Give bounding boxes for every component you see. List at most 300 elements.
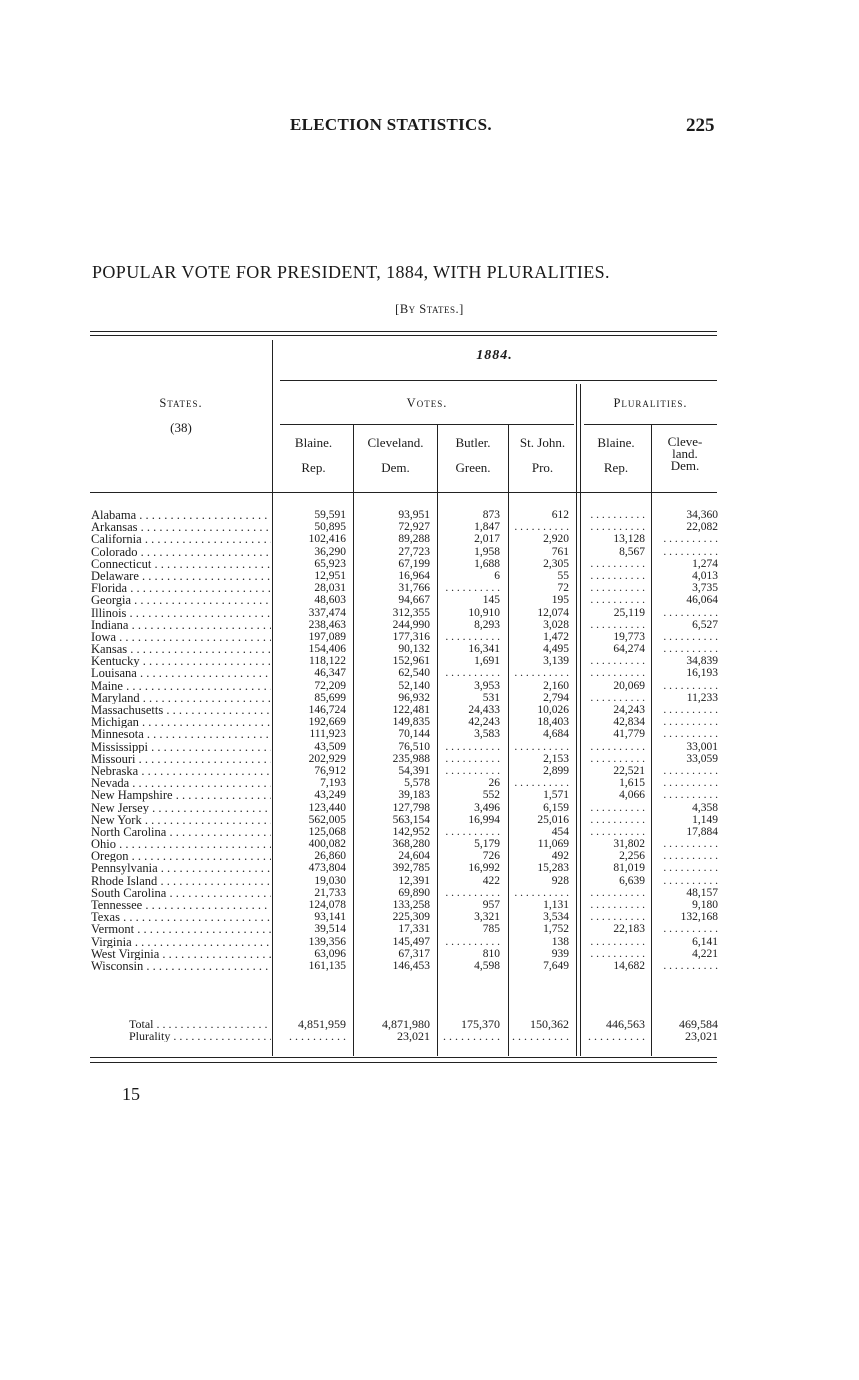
state-name: Nebraska xyxy=(91,764,139,778)
leader-dots xyxy=(116,631,271,643)
state-name: Colorado xyxy=(91,545,138,558)
col-name: Cleve-land. xyxy=(667,434,703,461)
table-cell: 34,360 xyxy=(686,509,718,521)
table-cell: 5,179 xyxy=(474,838,500,851)
state-row-label xyxy=(91,911,271,923)
table-cell: 146,453 xyxy=(392,959,430,972)
table-cell: 1,752 xyxy=(543,923,569,936)
table-cell: 43,249 xyxy=(314,789,346,802)
table-cell: . . . . . . . . . . xyxy=(590,582,645,595)
state-name: Connecticut xyxy=(91,557,152,570)
table-cell: 24,243 xyxy=(613,704,645,716)
table-cell: 27,723 xyxy=(398,545,430,558)
table-cell: 118,122 xyxy=(309,655,346,668)
table-cell: 612 xyxy=(551,509,569,521)
plurality-value: . . . . . . . . . . xyxy=(443,1030,500,1043)
state-row-label xyxy=(91,680,271,692)
state-row-label xyxy=(91,607,271,619)
values-column-butler xyxy=(438,509,500,972)
leader-dots xyxy=(136,509,271,521)
table-cell: 3,139 xyxy=(543,655,569,668)
leader-dots xyxy=(142,814,271,826)
table-cell: 64,274 xyxy=(613,643,645,656)
running-head: ELECTION STATISTICS. xyxy=(290,115,492,134)
state-row-label xyxy=(91,887,271,899)
leader-dots xyxy=(173,789,271,801)
state-row-label xyxy=(91,875,271,887)
leader-dots xyxy=(139,716,271,728)
leader-dots xyxy=(142,533,271,545)
table-cell: . . . . . . . . . . xyxy=(590,667,645,680)
table-cell: 454 xyxy=(551,825,569,838)
top-double-rule-1 xyxy=(90,331,717,332)
table-cell: 96,932 xyxy=(398,691,430,704)
table-cell: 6,159 xyxy=(543,801,569,814)
leader-dots xyxy=(170,1030,271,1042)
table-cell: 4,221 xyxy=(692,947,718,960)
col-party: Dem. xyxy=(670,458,700,473)
state-row-label xyxy=(91,558,271,570)
state-name: Tennessee xyxy=(91,899,143,912)
state-name: Illinois xyxy=(91,606,127,619)
top-double-rule-2 xyxy=(90,335,717,336)
table-cell: 11,069 xyxy=(537,838,569,851)
table-cell: . . . . . . . . . . xyxy=(590,594,645,607)
table-cell: . . . . . . . . . . xyxy=(445,667,500,680)
total-column xyxy=(354,1018,430,1042)
table-cell: . . . . . . . . . . xyxy=(514,740,569,753)
table-cell: 12,391 xyxy=(398,874,430,887)
table-cell: 16,992 xyxy=(468,862,500,875)
table-cell: . . . . . . . . . . xyxy=(590,911,645,924)
table-cell: 24,433 xyxy=(468,704,500,716)
table-cell: . . . . . . . . . . xyxy=(590,521,645,534)
state-name: Virginia xyxy=(91,935,132,948)
col-divider-4a xyxy=(576,384,577,1056)
table-cell: 7,649 xyxy=(543,959,569,972)
state-name: Delaware xyxy=(91,569,139,583)
table-cell: . . . . . . . . . . xyxy=(445,764,500,777)
state-name: Pennsylvania xyxy=(91,862,158,875)
plurality-value: . . . . . . . . . . xyxy=(289,1030,346,1043)
col-party: Pro. xyxy=(531,460,554,475)
state-name: New Jersey xyxy=(91,801,149,814)
state-row-label xyxy=(91,509,271,521)
table-cell: 26,860 xyxy=(314,850,346,863)
leader-dots xyxy=(140,692,271,704)
table-cell: 1,958 xyxy=(474,545,500,558)
table-cell: 25,016 xyxy=(537,813,569,826)
total-column xyxy=(438,1018,500,1042)
table-cell: 20,069 xyxy=(613,679,645,692)
table-cell: 6,141 xyxy=(692,935,718,948)
table-cell: 1,688 xyxy=(474,557,500,570)
table-cell: . . . . . . . . . . xyxy=(663,643,718,656)
leader-dots xyxy=(137,667,271,679)
table-cell: 93,951 xyxy=(398,509,430,521)
table-cell: 392,785 xyxy=(392,862,430,875)
table-cell: 6,639 xyxy=(619,874,645,887)
table-cell: . . . . . . . . . . xyxy=(590,813,645,826)
state-name: North Carolina xyxy=(91,825,167,839)
table-cell: 67,199 xyxy=(398,557,430,570)
total-value: 150,362 xyxy=(530,1018,569,1031)
table-cell: 225,309 xyxy=(392,911,430,924)
table-cell: 102,416 xyxy=(308,533,346,546)
table-cell: . . . . . . . . . . xyxy=(590,740,645,753)
table-cell: . . . . . . . . . . xyxy=(663,874,718,887)
table-cell: 238,463 xyxy=(308,618,346,631)
leader-dots xyxy=(166,826,271,838)
table-cell: 161,135 xyxy=(308,959,346,972)
state-name: Iowa xyxy=(91,630,116,644)
table-cell: 48,157 xyxy=(686,886,718,899)
table-cell: 21,733 xyxy=(314,886,346,899)
table-cell: 18,403 xyxy=(537,716,569,729)
table-cell: 145,497 xyxy=(392,935,430,948)
state-name: Georgia xyxy=(91,594,132,607)
state-row-label xyxy=(91,741,271,753)
state-row-label xyxy=(91,570,271,582)
total-value: 175,370 xyxy=(461,1018,500,1031)
table-cell: 531 xyxy=(482,691,500,704)
state-row-label xyxy=(91,753,271,765)
table-cell: 67,317 xyxy=(398,947,430,960)
table-cell: 123,440 xyxy=(308,801,346,814)
leader-dots xyxy=(127,582,271,594)
table-cell: 1,274 xyxy=(692,557,718,570)
table-cell: 552 xyxy=(482,789,500,802)
table-cell: 928 xyxy=(551,874,569,887)
votes-rule xyxy=(280,424,574,425)
table-cell: 17,331 xyxy=(398,923,430,936)
table-cell: 312,355 xyxy=(392,606,430,619)
table-cell: . . . . . . . . . . xyxy=(663,704,718,716)
table-cell: 28,031 xyxy=(314,582,346,595)
state-name: West Virginia xyxy=(91,947,160,960)
table-cell: 52,140 xyxy=(398,679,430,692)
table-cell: 127,798 xyxy=(392,801,430,814)
leader-dots xyxy=(142,899,271,911)
state-row-label xyxy=(91,667,271,679)
leader-dots xyxy=(123,680,271,692)
table-cell: 16,994 xyxy=(468,813,500,826)
total-column xyxy=(581,1018,645,1042)
leader-dots xyxy=(148,741,271,753)
bottom-double-rule-1 xyxy=(90,1057,717,1058)
table-cell: 3,321 xyxy=(474,911,500,924)
table-cell: 41,779 xyxy=(613,728,645,741)
table-cell: 81,019 xyxy=(613,862,645,875)
state-row-label xyxy=(91,582,271,594)
table-cell: 70,144 xyxy=(398,728,430,741)
leader-dots xyxy=(166,887,271,899)
table-cell: 726 xyxy=(482,850,500,863)
table-cell: 6 xyxy=(494,569,500,582)
table-cell: 235,988 xyxy=(392,752,430,765)
col-name: Blaine. xyxy=(294,435,333,450)
leader-dots xyxy=(128,619,271,631)
table-cell: 43,509 xyxy=(314,740,346,753)
table-cell: 16,193 xyxy=(686,667,718,680)
table-cell: . . . . . . . . . . xyxy=(663,728,718,741)
table-cell: 48,603 xyxy=(314,594,346,607)
table-cell: 46,347 xyxy=(314,667,346,680)
table-cell: 422 xyxy=(482,874,500,887)
table-cell: 46,064 xyxy=(686,594,718,607)
table-cell: 368,280 xyxy=(392,838,430,851)
table-cell: 1,149 xyxy=(692,813,718,826)
states-column xyxy=(91,509,271,972)
values-column-st-john xyxy=(509,509,569,972)
state-row-label xyxy=(91,655,271,667)
state-name: Michigan xyxy=(91,716,139,729)
table-cell: 2,017 xyxy=(474,533,500,546)
table-cell: 90,132 xyxy=(398,643,430,656)
state-name: Texas xyxy=(91,911,120,924)
table-cell: 24,604 xyxy=(398,850,430,863)
table-cell: 72 xyxy=(557,582,569,595)
table-cell: . . . . . . . . . . xyxy=(514,886,569,899)
state-name: Maine xyxy=(91,679,123,692)
table-cell: 39,514 xyxy=(314,923,346,936)
table-cell: 3,496 xyxy=(474,801,500,814)
table-cell: 1,691 xyxy=(474,655,500,668)
state-row-label xyxy=(91,899,271,911)
table-cell: . . . . . . . . . . xyxy=(590,557,645,570)
table-cell: . . . . . . . . . . xyxy=(445,752,500,765)
table-cell: . . . . . . . . . . xyxy=(445,630,500,643)
table-cell: . . . . . . . . . . xyxy=(663,838,718,851)
table-cell: 2,160 xyxy=(543,679,569,692)
leader-dots xyxy=(127,643,271,655)
table-cell: 63,096 xyxy=(314,947,346,960)
leader-dots xyxy=(116,838,271,850)
values-column-plurality-cleveland xyxy=(652,509,718,972)
leader-dots xyxy=(140,655,271,667)
state-row-label xyxy=(91,716,271,728)
table-cell: 1,571 xyxy=(543,789,569,802)
table-cell: 15,283 xyxy=(537,862,569,875)
table-cell: . . . . . . . . . . xyxy=(590,947,645,960)
table-cell: 1,615 xyxy=(619,777,645,790)
state-name: New Hampshire xyxy=(91,789,173,802)
state-name: Wisconsin xyxy=(91,959,144,973)
state-name: Nevada xyxy=(91,777,130,790)
plurality-label-row xyxy=(91,1030,271,1042)
table-cell: 2,920 xyxy=(543,533,569,546)
state-row-label xyxy=(91,862,271,874)
table-cell: 132,168 xyxy=(680,911,718,924)
leader-dots xyxy=(132,936,271,948)
table-cell: . . . . . . . . . . xyxy=(663,789,718,802)
table-cell: 3,735 xyxy=(692,582,718,595)
table-cell: 761 xyxy=(551,545,569,558)
table-cell: . . . . . . . . . . xyxy=(445,935,500,948)
state-row-label xyxy=(91,936,271,948)
col-header-cleveland xyxy=(354,436,437,475)
table-cell: . . . . . . . . . . xyxy=(663,764,718,777)
table-cell: . . . . . . . . . . xyxy=(590,752,645,765)
table-cell: . . . . . . . . . . xyxy=(514,777,569,790)
table-cell: 31,802 xyxy=(613,838,645,851)
state-name: California xyxy=(91,533,142,546)
plurality-value: 23,021 xyxy=(397,1030,430,1043)
col-party: Rep. xyxy=(603,460,629,475)
table-cell: 11,233 xyxy=(686,691,718,704)
table-cell: 3,534 xyxy=(543,911,569,924)
table-cell: 4,684 xyxy=(543,728,569,741)
table-cell: 34,839 xyxy=(686,655,718,668)
table-cell: 50,895 xyxy=(314,521,346,534)
table-cell: . . . . . . . . . . xyxy=(663,630,718,643)
col-party: Rep. xyxy=(301,460,326,475)
table-cell: 2,794 xyxy=(543,691,569,704)
total-column xyxy=(509,1018,569,1042)
table-cell: 42,243 xyxy=(468,716,500,729)
table-cell: . . . . . . . . . . xyxy=(663,862,718,875)
table-cell: . . . . . . . . . . xyxy=(445,582,500,595)
table-cell: 5,578 xyxy=(404,777,430,790)
plurality-value: . . . . . . . . . . xyxy=(512,1030,569,1043)
table-cell: 16,964 xyxy=(398,569,430,582)
table-cell: 25,119 xyxy=(613,606,645,619)
state-row-label xyxy=(91,631,271,643)
bottom-double-rule-2 xyxy=(90,1062,717,1063)
table-cell: 12,951 xyxy=(314,569,346,582)
table-cell: . . . . . . . . . . xyxy=(445,740,500,753)
leader-dots xyxy=(126,607,271,619)
state-name: Arkansas xyxy=(91,521,138,534)
table-cell: 89,288 xyxy=(398,533,430,546)
table-cell: . . . . . . . . . . xyxy=(663,923,718,936)
table-cell: 122,481 xyxy=(392,704,430,716)
table-cell: 563,154 xyxy=(392,813,430,826)
states-count: (38) xyxy=(170,420,192,435)
values-column-cleveland xyxy=(354,509,430,972)
table-cell: 195 xyxy=(551,594,569,607)
state-row-label xyxy=(91,619,271,631)
table-cell: 8,567 xyxy=(619,545,645,558)
table-cell: 1,131 xyxy=(543,899,569,911)
table-cell: 31,766 xyxy=(398,582,430,595)
state-row-label xyxy=(91,802,271,814)
table-cell: 177,316 xyxy=(392,630,430,643)
state-row-label xyxy=(91,826,271,838)
table-cell: 154,406 xyxy=(308,643,346,656)
table-cell: 36,290 xyxy=(314,545,346,558)
state-row-label xyxy=(91,948,271,960)
leader-dots xyxy=(144,728,271,740)
state-row-label xyxy=(91,814,271,826)
table-cell: . . . . . . . . . . xyxy=(590,825,645,838)
table-cell: 13,128 xyxy=(613,533,645,546)
table-cell: 957 xyxy=(482,899,500,911)
col-header-plurality-cleveland xyxy=(652,436,718,472)
table-cell: 26 xyxy=(488,777,500,790)
table-cell: 4,013 xyxy=(692,569,718,582)
subtitle: [By States.] xyxy=(395,302,464,316)
col-header-blaine xyxy=(274,436,353,475)
totals-labels xyxy=(91,1018,271,1042)
table-cell: 76,912 xyxy=(314,764,346,777)
table-cell: 19,773 xyxy=(613,630,645,643)
state-row-label xyxy=(91,765,271,777)
table-cell: . . . . . . . . . . xyxy=(663,533,718,546)
table-cell: 192,669 xyxy=(308,716,346,729)
table-cell: 145 xyxy=(482,594,500,607)
table-cell: 202,929 xyxy=(308,752,346,765)
table-cell: 6,527 xyxy=(692,618,718,631)
table-cell: . . . . . . . . . . xyxy=(663,777,718,790)
plurality-value: 23,021 xyxy=(685,1030,718,1043)
state-name: Rhode Island xyxy=(91,874,158,887)
total-column xyxy=(652,1018,718,1042)
leader-dots xyxy=(149,802,271,814)
table-cell: 69,890 xyxy=(398,886,430,899)
table-cell: . . . . . . . . . . xyxy=(590,509,645,521)
table-cell: . . . . . . . . . . xyxy=(663,545,718,558)
state-name: Vermont xyxy=(91,923,135,936)
state-name: Florida xyxy=(91,582,128,595)
table-cell: . . . . . . . . . . xyxy=(663,959,718,972)
table-cell: 8,293 xyxy=(474,618,500,631)
total-label: Total xyxy=(129,1018,154,1031)
leader-dots xyxy=(163,704,271,716)
table-cell: 12,074 xyxy=(537,606,569,619)
votes-header: Votes. xyxy=(406,396,448,410)
col-name: St. John. xyxy=(519,435,566,450)
table-cell: 3,953 xyxy=(474,679,500,692)
leader-dots xyxy=(158,862,271,874)
table-cell: . . . . . . . . . . xyxy=(514,521,569,534)
state-name: Minnesota xyxy=(91,728,144,741)
total-label-row xyxy=(91,1018,271,1030)
table-cell: 149,835 xyxy=(392,716,430,729)
state-row-label xyxy=(91,850,271,862)
table-cell: . . . . . . . . . . xyxy=(663,679,718,692)
state-row-label xyxy=(91,728,271,740)
table-cell: 124,078 xyxy=(308,899,346,911)
table-cell: . . . . . . . . . . xyxy=(590,801,645,814)
table-cell: 473,804 xyxy=(308,862,346,875)
table-cell: 59,591 xyxy=(314,509,346,521)
table-cell: 93,141 xyxy=(314,911,346,924)
table-cell: 22,183 xyxy=(613,923,645,936)
leader-dots xyxy=(120,911,271,923)
state-name: Kansas xyxy=(91,643,128,656)
table-cell: 10,026 xyxy=(537,704,569,716)
table-cell: 65,923 xyxy=(314,557,346,570)
table-cell: 9,180 xyxy=(692,899,718,911)
plurality-value: . . . . . . . . . . xyxy=(588,1030,645,1043)
table-cell: 939 xyxy=(551,947,569,960)
table-cell: 39,183 xyxy=(398,789,430,802)
table-cell: 72,209 xyxy=(314,679,346,692)
table-cell: 133,258 xyxy=(392,899,430,911)
col-name: Blaine. xyxy=(597,435,635,450)
leader-dots xyxy=(131,594,271,606)
header-bottom-rule xyxy=(90,492,717,493)
table-cell: 785 xyxy=(482,923,500,936)
table-cell: 17,884 xyxy=(686,825,718,838)
table-cell: 2,153 xyxy=(543,752,569,765)
table-cell: 197,089 xyxy=(308,630,346,643)
table-cell: . . . . . . . . . . xyxy=(590,691,645,704)
state-row-label xyxy=(91,960,271,972)
state-row-label xyxy=(91,923,271,935)
table-cell: 1,472 xyxy=(543,630,569,643)
